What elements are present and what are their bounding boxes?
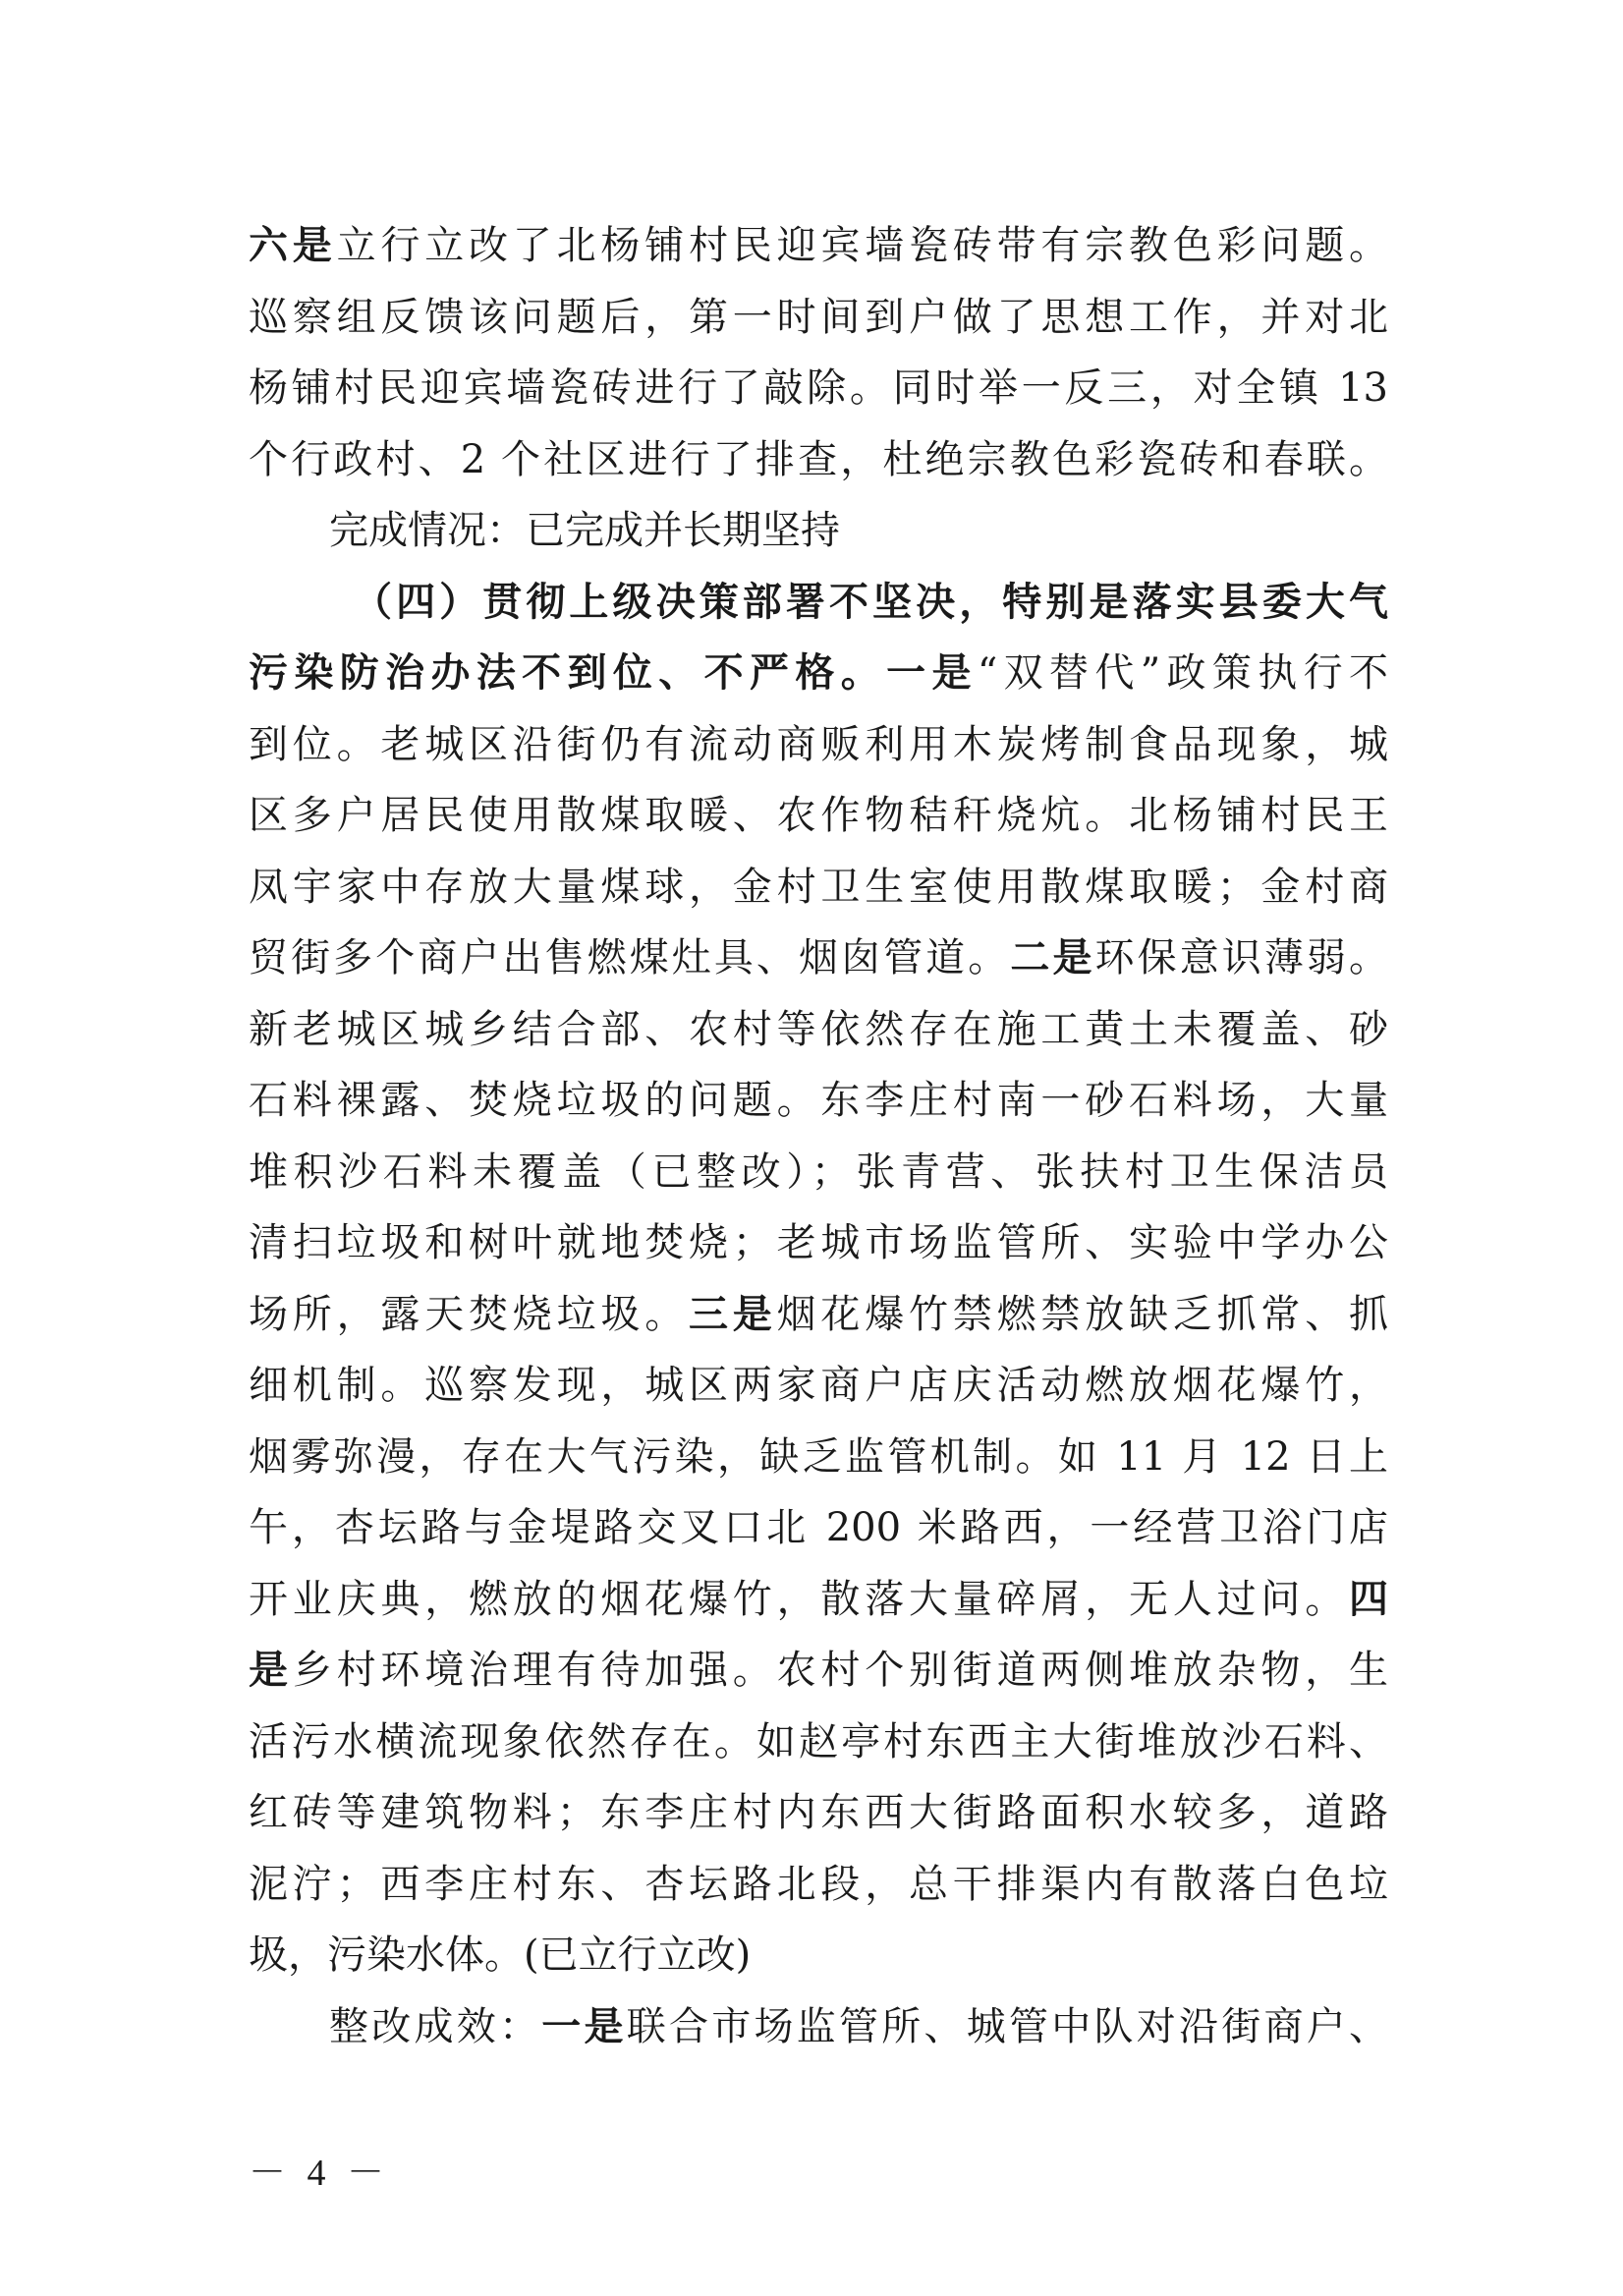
text-run: 区多户居民使用散煤取暖、农作物秸秆烧炕。北杨铺村民王: [249, 793, 1388, 838]
text-line: [249, 1991, 1388, 2063]
text-line: [249, 495, 1388, 567]
text-run: 红砖等建筑物料；东李庄村内东西大街路面积水较多，道路: [249, 1790, 1388, 1835]
text-line: [249, 638, 1388, 709]
text-run: 联合市场监管所、城管中队对沿街商户、: [626, 2003, 1388, 2049]
text-run: 杨铺村民迎宾墙瓷砖进行了敲除。同时举一反三，对全镇 13: [249, 365, 1388, 411]
text-run: 环保意识薄弱。: [1094, 935, 1388, 980]
text-line: [249, 923, 1388, 994]
text-line: [249, 1350, 1388, 1422]
bold-text-run: 一是: [541, 2002, 627, 2049]
text-run: 到位。老城区沿街仍有流动商贩利用木炭烤制食品现象，城: [249, 721, 1388, 767]
text-line: [249, 852, 1388, 924]
text-line: [249, 1492, 1388, 1564]
bold-text-run: 二是: [1010, 934, 1095, 980]
text-run: 贸街多个商户出售燃煤灶具、烟囱管道。: [249, 935, 1011, 980]
text-run: 新老城区城乡结合部、农村等依然存在施工黄土未覆盖、砂: [249, 1006, 1388, 1052]
text-line: [249, 1065, 1388, 1137]
text-line: [249, 709, 1388, 781]
text-line: [249, 1635, 1388, 1707]
text-line: [249, 1422, 1388, 1493]
body-text: [249, 210, 1388, 2062]
text-run: 清扫垃圾和树叶就地焚烧；老城市场监管所、实验中学办公: [249, 1220, 1388, 1265]
text-run: 立行立改了北杨铺村民迎宾墙瓷砖带有宗教色彩问题。: [336, 223, 1388, 268]
text-line: [249, 567, 1388, 639]
text-run: 烟雾弥漫，存在大气污染，缺乏监管机制。如 11 月 12 日上: [249, 1433, 1388, 1480]
text-run: 乡村环境治理有待加强。农村个别街道两侧堆放杂物，生: [292, 1648, 1388, 1693]
text-run: 场所，露天焚烧垃圾。: [249, 1291, 689, 1337]
text-line: [249, 1564, 1388, 1636]
text-line: [249, 210, 1388, 282]
text-line: [249, 1207, 1388, 1279]
text-run: 开业庆典，燃放的烟花爆竹，散落大量碎屑，无人过问。: [249, 1576, 1349, 1622]
text-line: [249, 1920, 1388, 1991]
text-run: 巡察组反馈该问题后，第一时间到户做了思想工作，并对北: [249, 294, 1388, 340]
text-run: 堆积沙石料未覆盖（已整改）；张青营、张扶村卫生保洁员: [249, 1148, 1388, 1195]
text-run: 细机制。巡察发现，城区两家商户店庆活动燃放烟花爆竹，: [249, 1363, 1388, 1408]
text-run: 个行政村、2 个社区进行了排查，杜绝宗教色彩瓷砖和春联。: [249, 436, 1388, 482]
text-line: [249, 1777, 1388, 1849]
text-run: 烟花爆竹禁燃禁放缺乏抓常、抓: [776, 1291, 1388, 1337]
text-run: “双替代”政策执行不: [977, 650, 1388, 696]
text-line: [249, 1279, 1388, 1351]
text-run: 泥泞；西李庄村东、杏坛路北段，总干排渠内有散落白色垃: [249, 1861, 1388, 1907]
text-line: [249, 780, 1388, 852]
bold-text-run: （四）贯彻上级决策部署不坚决，特别是落实县委大气: [353, 578, 1388, 625]
bold-text-run: 四: [1349, 1575, 1388, 1622]
text-line: [249, 1137, 1388, 1208]
text-line: [249, 282, 1388, 354]
text-run: 完成情况：已完成并长期坚持: [329, 508, 840, 553]
text-run: 石料裸露、焚烧垃圾的问题。东李庄村南一砂石料场，大量: [249, 1078, 1388, 1123]
text-line: [249, 424, 1388, 496]
text-run: 活污水横流现象依然存在。如赵亭村东西主大街堆放沙石料、: [249, 1718, 1388, 1764]
bold-text-run: 污染防治办法不到位、不严格。一是: [249, 649, 978, 696]
text-run: 午，杏坛路与金堤路交叉口北 200 米路西，一经营卫浴门店: [249, 1505, 1388, 1550]
text-line: [249, 1849, 1388, 1921]
bold-text-run: 三是: [689, 1290, 777, 1337]
bold-text-run: 是: [249, 1647, 293, 1693]
text-line: [249, 353, 1388, 424]
bold-text-run: 六是: [249, 222, 337, 268]
text-run: 圾，污染水体。(已立行立改): [249, 1932, 752, 1978]
text-line: [249, 994, 1388, 1066]
page-number: － 4 －: [249, 2153, 391, 2194]
text-line: [249, 1707, 1388, 1778]
text-run: 整改成效：: [329, 2003, 542, 2049]
text-run: 凤宇家中存放大量煤球，金村卫生室使用散煤取暖；金村商: [249, 864, 1388, 910]
